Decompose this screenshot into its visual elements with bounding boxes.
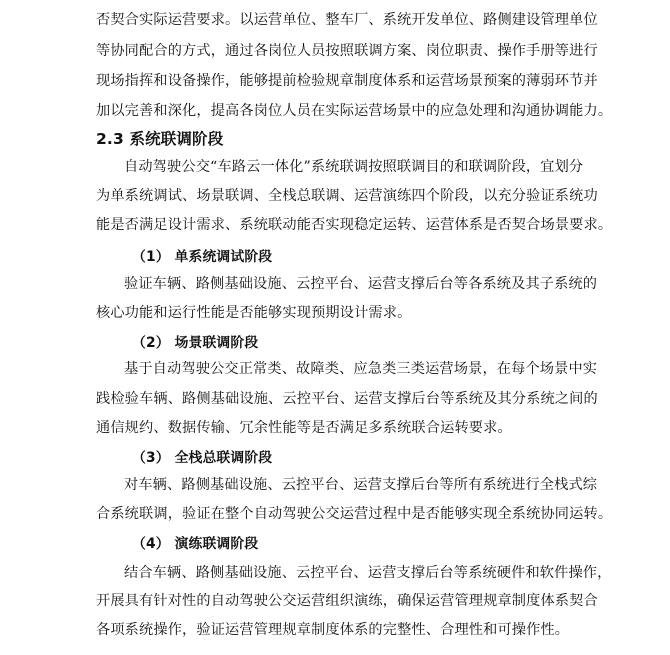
paragraph-line: 各项系统操作，验证运营管理规章制度体系的完整性、合理性和可操作性。 [96, 622, 570, 638]
paragraph-line: 合系统联调，验证在整个自动驾驶公交运营过程中是否能够实现全系统协同运转。 [96, 506, 613, 522]
paragraph-line: 践检验车辆、路侧基础设施、云控平台、运营支撑后台等系统及其分系统之间的 [96, 391, 598, 407]
subsection-heading: （1） 单系统调试阶段 [132, 249, 273, 265]
paragraph-line: 通信规约、数据传输、冗余性能等是否满足多系统联合运转要求。 [96, 420, 512, 436]
paragraph-line: 对车辆、路侧基础设施、云控平台、运营支撑后台等所有系统进行全栈式综 [124, 477, 598, 493]
paragraph-line: 等协同配合的方式，通过各岗位人员按照联调方案、岗位职责、操作手册等进行 [96, 43, 598, 59]
paragraph-line: 自动驾驶公交“车路云一体化”系统联调按照联调目的和联调阶段，宜划分 [124, 159, 584, 175]
paragraph-line: 基于自动驾驶公交正常类、故障类、应急类三类运营场景，在每个场景中实 [124, 361, 598, 377]
subsection-heading: （2） 场景联调阶段 [132, 335, 259, 351]
paragraph-line: 为单系统调试、场景联调、全栈总联调、运营演练四个阶段，以充分验证系统功 [96, 188, 598, 204]
subsection-heading: （4） 演练联调阶段 [132, 536, 259, 552]
subsection-heading: （3） 全栈总联调阶段 [132, 450, 273, 466]
paragraph-line: 开展具有针对性的自动驾驶公交运营组织演练，确保运营管理规章制度体系契合 [96, 593, 598, 609]
section-heading: 2.3 系统联调阶段 [96, 130, 224, 148]
paragraph-line: 能是否满足设计需求、系统联动能否实现稳定运转、运营体系是否契合场景要求。 [96, 217, 613, 233]
paragraph-line: 加以完善和深化，提高各岗位人员在实际运营场景中的应急处理和沟通协调能力。 [96, 103, 613, 119]
paragraph-line: 核心功能和运行性能是否能够实现预期设计需求。 [96, 305, 412, 321]
paragraph-line: 现场指挥和设备操作，能够提前检验规章制度体系和运营场景预案的薄弱环节并 [96, 73, 598, 89]
paragraph-line: 验证车辆、路侧基础设施、云控平台、运营支撑后台等各系统及其子系统的 [124, 276, 598, 292]
paragraph-line: 否契合实际运营要求。以运营单位、整车厂、系统开发单位、路侧建设管理单位 [96, 12, 598, 28]
paragraph-line: 结合车辆、路侧基础设施、云控平台、运营支撑后台等系统硬件和软件操作， [124, 565, 612, 581]
